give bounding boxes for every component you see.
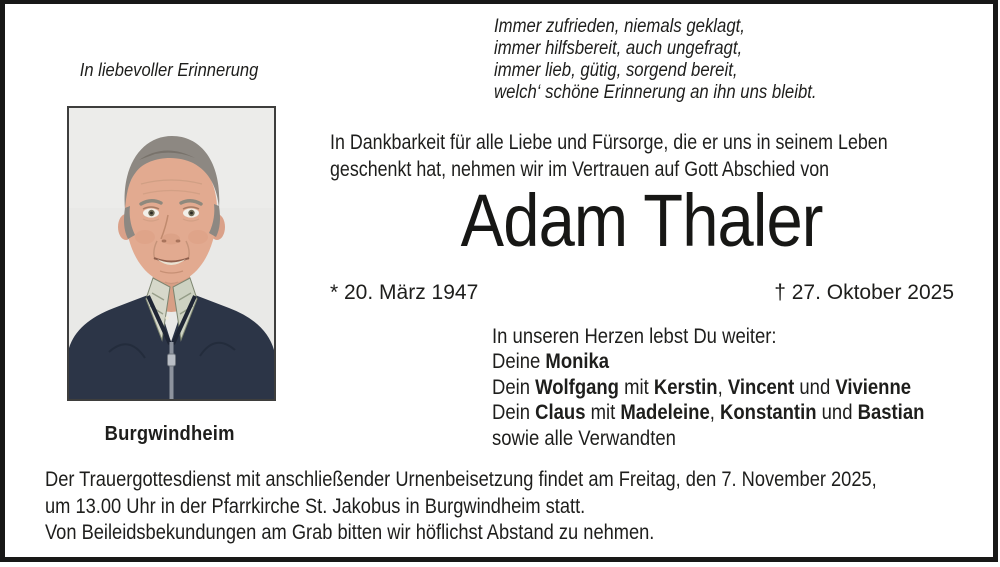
deceased-name-text: Adam Thaler xyxy=(461,179,823,262)
memorial-eyebrow xyxy=(67,60,272,81)
family-block xyxy=(492,324,1000,451)
family-line: Dein Wolfgang mit Kerstin, Vincent und Vivienne xyxy=(492,375,912,399)
family-name: Konstantin xyxy=(720,401,817,425)
poem xyxy=(494,16,899,104)
family-name: Vivienne xyxy=(835,375,912,399)
family-name: Monika xyxy=(545,350,610,374)
family-name: Vincent xyxy=(727,375,795,399)
intro-text xyxy=(330,129,955,183)
life-dates xyxy=(330,281,954,305)
family-name: Bastian xyxy=(857,401,925,425)
family-name: Claus xyxy=(535,401,586,425)
place-caption-text: Burgwindheim xyxy=(104,423,235,445)
poem-line: immer hilfsbereit, auch ungefragt, xyxy=(494,38,743,59)
family-name: Kerstin xyxy=(653,375,718,399)
death-date: † 27. Oktober 2025 xyxy=(774,281,954,304)
place-caption xyxy=(67,423,272,446)
family-intro: In unseren Herzen lebst Du weiter: xyxy=(492,325,777,348)
service-line: um 13.00 Uhr in der Pfarrkirche St. Jakobus in Burgwindheim statt. xyxy=(45,494,586,518)
poem-line: immer lieb, gütig, sorgend bereit, xyxy=(494,60,738,81)
intro-line: In Dankbarkeit für alle Liebe und Fürsorge, die er uns in seinem Leben xyxy=(330,131,888,154)
intro-line: geschenkt hat, nehmen wir im Vertrauen auf Gott Abschied von xyxy=(330,158,830,181)
birth-date: * 20. März 1947 xyxy=(330,281,479,304)
family-name: Wolfgang xyxy=(535,375,619,399)
deceased-name xyxy=(330,179,954,262)
memorial-eyebrow-text: In liebevoller Erinnerung xyxy=(80,60,259,80)
family-outro: sowie alle Verwandten xyxy=(492,426,676,450)
portrait-illustration xyxy=(69,108,274,399)
family-line: Dein Claus mit Madeleine, Konstantin und Bastian xyxy=(492,401,925,425)
family-line: Deine Monika xyxy=(492,350,610,374)
family-name: Madeleine xyxy=(620,401,710,425)
service-line: Der Trauergottesdienst mit anschließender Urnenbeisetzung findet am Freitag, den 7. November 2025, xyxy=(45,468,877,491)
portrait-photo xyxy=(67,106,276,401)
service-line: Von Beileidsbekundungen am Grab bitten wir höflichst Abstand zu nehmen. xyxy=(45,521,655,544)
poem-line: Immer zufrieden, niemals geklagt, xyxy=(494,16,745,37)
service-info xyxy=(45,467,1000,547)
poem-line: welch‘ schöne Erinnerung an ihn uns bleibt. xyxy=(494,82,817,103)
